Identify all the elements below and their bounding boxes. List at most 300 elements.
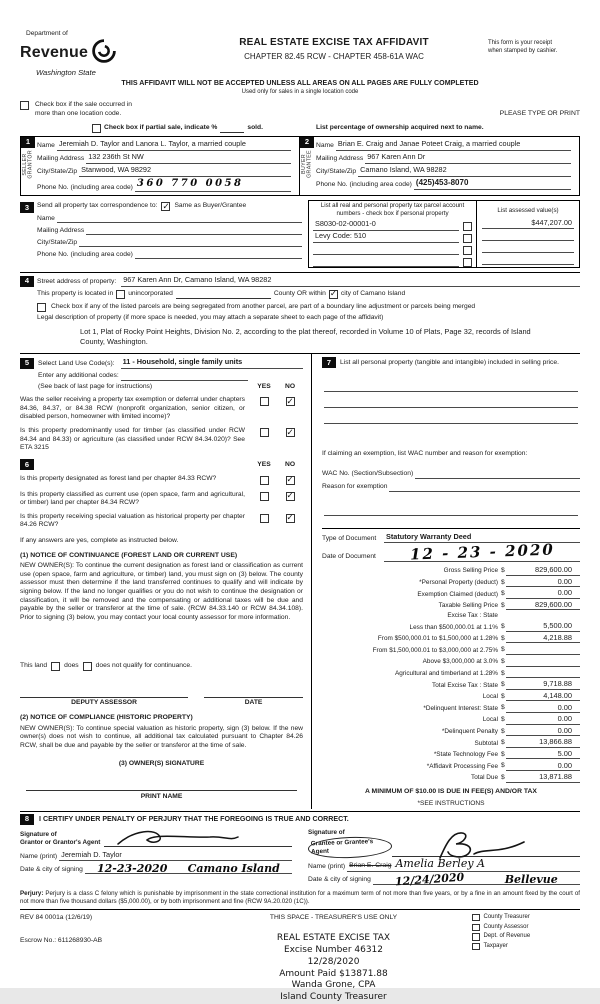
seller-phone-value: 360 770 0058	[136, 178, 244, 190]
type-of-document-value: Statutory Warranty Deed	[386, 531, 472, 541]
tax-row	[322, 620, 580, 632]
grantee-city-value: Bellevue	[504, 872, 558, 886]
personal-property-checkbox[interactable]	[463, 222, 472, 231]
yes-checkbox[interactable]	[260, 492, 269, 501]
tax-amount-field[interactable]	[506, 646, 580, 655]
dollar-sign: $	[501, 739, 505, 747]
section-4-badge: 4	[20, 276, 34, 287]
buyer-mailing-value: 967 Karen Ann Dr	[367, 152, 426, 162]
tax-row	[322, 667, 580, 679]
parcel-number-value: Levy Code: 510	[315, 231, 367, 241]
yes-header-2: YES	[257, 461, 271, 469]
same-as-buyer-checkbox[interactable]	[161, 202, 170, 211]
seller-phone-label: Phone No. (including area code)	[37, 183, 133, 191]
distribution-item	[472, 914, 580, 922]
tax-row-label: Exemption Claimed (deduct)	[417, 590, 498, 598]
land-use-field[interactable]	[121, 357, 303, 369]
tax-amount-value: 0.00	[557, 702, 572, 712]
tax-row	[322, 587, 580, 599]
tax-amount-field[interactable]	[506, 669, 580, 678]
buyer-city-field[interactable]	[358, 165, 571, 177]
corr-name-label: Name	[37, 214, 55, 222]
section-8-badge: 8	[20, 814, 34, 825]
tax-amount-value: 5,500.00	[543, 621, 572, 631]
certify-statement: I CERTIFY UNDER PENALTY OF PERJURY THAT THE FOREGOING IS TRUE AND CORRECT.	[39, 814, 349, 823]
notice1-title: (1) NOTICE OF CONTINUANCE (FOREST LAND OR CURRENT USE)	[20, 551, 238, 559]
city-checkbox[interactable]	[329, 290, 338, 299]
buyer-phone-label: Phone No. (including area code)	[316, 181, 412, 189]
grantor-date-label: Date & city of signing	[20, 865, 83, 873]
parcel-table	[308, 200, 580, 268]
does-not-label: does not qualify for continuance.	[95, 662, 192, 670]
tax-row-label: Gross Selling Price	[443, 567, 498, 575]
seller-city-field[interactable]	[79, 165, 291, 177]
assessed-value-field[interactable]	[482, 244, 574, 253]
tax-amount-value: 829,600.00	[535, 565, 572, 575]
dollar-sign: $	[501, 566, 505, 574]
question-row	[20, 427, 303, 453]
deputy-assessor-label: DEPUTY ASSESSOR	[71, 699, 137, 707]
form-warning: THIS AFFIDAVIT WILL NOT BE ACCEPTED UNLESS ALL AREAS ON ALL PAGES ARE FULLY COMPLETED	[121, 78, 479, 87]
tax-amount-field[interactable]	[506, 691, 580, 701]
tax-row	[322, 725, 580, 737]
distribution-label: County Treasurer	[483, 913, 530, 920]
multi-location-line1: Check box if the sale occurred in	[35, 101, 133, 109]
no-checkbox[interactable]	[286, 397, 295, 406]
buyer-phone-value: (425)453-8070	[415, 178, 469, 188]
distribution-label: Dept. of Revenue	[483, 933, 531, 940]
unincorporated-label: unincorporated	[128, 290, 173, 298]
grantee-signature-stroke	[400, 830, 530, 860]
tax-row-label: *Personal Property (deduct)	[419, 578, 498, 586]
form-chapter: CHAPTER 82.45 RCW - CHAPTER 458-61A WAC	[244, 51, 424, 61]
ownership-note: List percentage of ownership acquired next to name.	[316, 123, 484, 131]
corr-phone-label: Phone No. (including area code)	[37, 250, 133, 258]
treasurer-space-label: THIS SPACE - TREASURER'S USE ONLY	[269, 913, 398, 921]
buyer-city-value: Camano Island, WA 98282	[360, 165, 447, 175]
corr-phone-field[interactable]	[135, 250, 302, 259]
right-column	[312, 354, 580, 809]
seller-city-label: City/State/Zip	[37, 168, 78, 176]
tax-row	[322, 643, 580, 655]
tax-row	[322, 564, 580, 576]
distribution-item	[472, 933, 580, 941]
question-row	[20, 475, 303, 486]
parcel-number-field[interactable]	[313, 219, 459, 231]
tax-amount-value: 829,600.00	[535, 599, 572, 609]
question-row	[20, 491, 303, 508]
distribution-checkbox[interactable]	[472, 924, 480, 932]
tax-row	[322, 655, 580, 667]
rev-number: REV 84 0001a (12/6/19)	[20, 913, 93, 921]
grantor-name-label: Name (print)	[20, 852, 58, 860]
tax-row-label: Less than $500,000.01 at 1.1%	[409, 623, 498, 631]
tax-amount-field[interactable]	[506, 749, 580, 759]
logo-dept-text: Department of	[26, 30, 68, 37]
deputy-date-label: DATE	[244, 699, 263, 707]
buyer-name-field[interactable]	[336, 139, 571, 151]
tax-row	[322, 576, 580, 588]
additional-codes-field[interactable]	[121, 372, 248, 381]
form-header	[20, 30, 580, 78]
dor-logo	[20, 30, 180, 78]
grantor-sig-label-2: Grantor or Grantor's Agent	[20, 838, 101, 846]
exemption-note: If claiming an exemption, list WAC number and reason for exemption:	[322, 450, 528, 458]
corr-mailing-field[interactable]	[86, 226, 302, 235]
tax-computation-block	[322, 528, 580, 809]
perjury-note	[20, 890, 580, 910]
type-or-print-note: PLEASE TYPE OR PRINT	[499, 109, 580, 117]
yes-cell	[251, 491, 277, 508]
tax-row	[322, 632, 580, 644]
multi-location-line2: more than one location code.	[35, 110, 122, 118]
dollar-sign: $	[501, 716, 505, 724]
personal-property-checkbox[interactable]	[463, 246, 472, 255]
multi-location-checkbox[interactable]	[20, 101, 29, 110]
tax-amount-field[interactable]	[506, 737, 580, 747]
stamp-line: Excise Number 46312	[283, 945, 384, 956]
distribution-list	[472, 914, 580, 1004]
parcel-row	[313, 219, 472, 231]
buyer-mailing-field[interactable]	[365, 152, 571, 164]
no-header: NO	[284, 382, 296, 390]
unincorporated-checkbox[interactable]	[116, 290, 125, 299]
tax-amount-field[interactable]	[506, 588, 580, 598]
tax-amount-field[interactable]	[506, 772, 580, 782]
distribution-checkbox[interactable]	[472, 933, 480, 941]
question-text: Is this property predominantly used for timber (as classified under RCW 84.34 and 84.33) or agriculture (as classified under RCW 84.34.020)? See ETA 3215	[20, 427, 245, 452]
tax-amount-field[interactable]	[506, 703, 580, 713]
assessed-value: $447,207.00	[531, 218, 572, 228]
notice2-title: (2) NOTICE OF COMPLIANCE (HISTORIC PROPERTY)	[20, 713, 193, 721]
tax-amount-field[interactable]	[506, 621, 580, 631]
wac-field[interactable]	[415, 470, 580, 479]
left-column	[20, 354, 312, 809]
tax-amount-field[interactable]	[506, 577, 580, 587]
no-checkbox[interactable]	[286, 492, 295, 501]
owner-signature-label: (3) OWNER(S) SIGNATURE	[118, 760, 205, 768]
seller-phone-field[interactable]	[135, 178, 291, 192]
notice1-body: NEW OWNER(S): To continue the current designation as forest land or classification as current use (open space, farm and agriculture, or timber) land, you must sign on (3) below. The county assessor must then determine if the land transferred continues to qualify and will indicate by signing below. If the land no longer qualifies or you do not wish to continue the designation or classification, it will be removed and the compensating or additional taxes will be due and payable by the seller or transferor at the time of sale. (RCW 84.33.140 or RCW 84.34.108). Prior to signing (3) below, you may contact your local county assessor for more information.	[20, 562, 303, 621]
treasurer-stamp	[195, 933, 472, 1003]
yes-checkbox[interactable]	[260, 428, 269, 437]
dor-swirl-icon	[91, 38, 117, 68]
seller-mailing-field[interactable]	[86, 152, 291, 164]
qualify-pre-label: This land	[20, 662, 48, 670]
does-not-qualify-checkbox[interactable]	[83, 662, 92, 671]
no-cell	[277, 513, 303, 530]
wac-label: WAC No. (Section/Subsection)	[322, 470, 414, 478]
grantee-sig-label-2: Grantee or Grantee's Agent	[308, 835, 393, 859]
stamp-line: Island County Treasurer	[280, 991, 387, 1002]
date-of-document-label: Date of Document	[322, 553, 376, 561]
assessed-value-field[interactable]	[482, 232, 574, 241]
dollar-sign: $	[501, 623, 505, 631]
date-of-document-value: 12 - 23 - 2020	[409, 540, 555, 564]
parcel-row	[313, 243, 472, 255]
no-cell	[277, 475, 303, 486]
tax-row	[322, 759, 580, 771]
question-row	[20, 396, 303, 422]
personal-property-line-2[interactable]	[324, 392, 578, 408]
no-checkbox[interactable]	[286, 476, 295, 485]
form-title: REAL ESTATE EXCISE TAX AFFIDAVIT	[239, 37, 429, 48]
stamp-line: 12/28/2020	[307, 956, 360, 967]
tax-row-label: *Delinquent Penalty	[441, 728, 498, 736]
seller-side-label	[23, 150, 34, 179]
distribution-label: Taxpayer	[483, 942, 508, 949]
grantor-signature-stroke	[112, 829, 242, 849]
dollar-sign: $	[501, 750, 505, 758]
question-text: Was the seller receiving a property tax exemption or deferral under chapters 84.36, 84.37, or 84.38 RCW (nonprofit organization, senior citizen, or disabled person, homeowner with limited income)?	[20, 396, 246, 421]
grantor-signature-label	[20, 831, 104, 847]
personal-property-line-1[interactable]	[324, 376, 578, 392]
tax-row-label: From $1,500,000.01 to $3,000,000 at 2.75%	[372, 646, 498, 654]
parties-section	[20, 136, 580, 197]
reason-line-2[interactable]	[324, 500, 578, 516]
seller-name-value: Jeremiah D. Taylor and Lanora L. Taylor, a married couple	[58, 139, 246, 149]
perjury-body: Perjury is a class C felony which is punishable by imprisonment in the state correctional institution for a maximum term of not more than five years, or by a fine in an amount fixed by the court of not more than five thousand dollars ($5,000.00), or by both imprisonment and fine (RCW 9A.20.020 (1C)).	[20, 889, 580, 905]
tax-row-label: Excise Tax : State	[447, 612, 498, 620]
same-as-buyer-label: Same as Buyer/Grantee	[174, 202, 247, 210]
date-of-document-field[interactable]	[384, 540, 580, 564]
grantor-city-value: Camano Island	[187, 862, 280, 876]
correspondence-label: Send all property tax correspondence to:	[37, 202, 158, 210]
question-row	[20, 513, 303, 530]
stamp-line: Wanda Grone, CPA	[291, 980, 376, 991]
seller-mailing-value: 132 236th St NW	[88, 152, 144, 162]
corr-city-field[interactable]	[79, 238, 302, 247]
tax-amount-field[interactable]	[506, 761, 580, 771]
dollar-sign: $	[501, 762, 505, 770]
question-text: Is this property designated as forest land per chapter 84.33 RCW?	[20, 474, 217, 482]
street-address-field[interactable]	[121, 275, 580, 287]
parcel-table-header: List all real and personal property tax parcel account numbers - check box if personal property	[320, 202, 465, 217]
assessed-value-row	[482, 229, 574, 241]
minimum-fee-note: A MINIMUM OF $10.00 IS DUE IN FEE(S) AND/OR TAX	[365, 787, 537, 795]
tax-row	[322, 610, 580, 620]
distribution-label: County Assessor	[483, 923, 529, 930]
tax-amount-value: 0.00	[557, 725, 572, 735]
dollar-sign: $	[501, 578, 505, 586]
legal-description-label: Legal description of property (if more space is needed, you may attach a separate sheet to each page of the affidavit)	[37, 313, 384, 321]
stamp-line: REAL ESTATE EXCISE TAX	[276, 933, 391, 944]
no-cell	[277, 427, 303, 453]
see-back-note: (See back of last page for instructions)	[38, 382, 153, 390]
parcel-number-field[interactable]	[313, 231, 459, 243]
parcel-row	[313, 231, 472, 243]
escrow-number: Escrow No.: 611268930-AB	[20, 937, 103, 945]
street-address-value: 967 Karen Ann Dr, Camano Island, WA 98282	[123, 275, 272, 285]
section-1-badge: 1	[21, 137, 35, 148]
grantor-name-value: Jeremiah D. Taylor	[61, 849, 122, 859]
segregated-note: Check box if any of the listed parcels are being segregated from another parcel, are part of a boundary line adjustment or parcels being merged	[51, 302, 476, 310]
seller-name-field[interactable]	[57, 139, 291, 151]
grantee-date-label: Date & city of signing	[308, 876, 371, 884]
assessed-value-header: List assessed value(s)	[497, 207, 559, 215]
receipt-note-line1: This form is your receipt	[488, 40, 553, 46]
tax-amount-field[interactable]	[506, 679, 580, 689]
tax-row	[322, 690, 580, 702]
grantor-date-field[interactable]	[85, 862, 292, 876]
corr-mailing-label: Mailing Address	[37, 226, 85, 234]
deputy-assessor-signature-field[interactable]	[20, 687, 188, 698]
seller-name-label: Name	[37, 142, 55, 150]
distribution-checkbox[interactable]	[472, 943, 480, 951]
partial-sale-sold-label: sold.	[247, 124, 263, 132]
corr-name-field[interactable]	[57, 214, 302, 223]
grantee-date-value: 12/24/2020	[394, 870, 465, 889]
tax-amount-value: 5.00	[557, 748, 572, 758]
grantor-signature-field[interactable]	[104, 829, 292, 847]
tax-amount-value: 9,718.88	[543, 679, 572, 689]
yes-cell	[251, 427, 277, 453]
tax-row-label: Above $3,000,000 at 3.0%	[422, 658, 498, 666]
buyer-phone-field[interactable]	[414, 178, 571, 190]
signature-section	[20, 811, 580, 910]
buyer-side-label	[302, 150, 313, 178]
does-label: does	[64, 662, 79, 670]
personal-property-line-3[interactable]	[324, 408, 578, 424]
form-footer	[20, 914, 580, 1004]
grantee-signature-field[interactable]	[392, 839, 580, 857]
tax-row-label: Local	[482, 716, 498, 724]
perjury-label: Perjury:	[20, 889, 44, 897]
tax-row-label: *Affidavit Processing Fee	[426, 762, 498, 770]
no-checkbox[interactable]	[286, 428, 295, 437]
tax-amount-field[interactable]	[506, 600, 580, 610]
legal-description-value: Lot 1, Plat of Rocky Point Heights, Division No. 2, according to the plat thereof, recorded in Volume 10 of Plats, Page 32, records of Island County, Washington.	[80, 327, 531, 347]
tax-row-label: Local	[482, 693, 498, 701]
seller-side-top: SELLER	[21, 152, 28, 176]
receipt-note-line2: when stamped by cashier.	[488, 48, 558, 55]
if-yes-note: If any answers are yes, complete as instructed below.	[20, 536, 179, 544]
personal-property-checkbox[interactable]	[463, 234, 472, 243]
seller-section	[21, 137, 300, 196]
partial-sale-percent-field[interactable]	[220, 125, 244, 133]
dollar-sign: $	[501, 669, 505, 677]
personal-property-checkbox[interactable]	[463, 258, 472, 267]
yes-checkbox[interactable]	[260, 476, 269, 485]
yes-header: YES	[257, 382, 271, 390]
section-6-badge: 6	[20, 459, 34, 470]
yes-checkbox[interactable]	[260, 397, 269, 406]
reason-field[interactable]	[389, 483, 580, 492]
buyer-city-label: City/State/Zip	[316, 168, 357, 176]
owner-signature-field[interactable]	[26, 777, 297, 791]
correspondence-section	[20, 200, 580, 268]
dollar-sign: $	[501, 590, 505, 598]
tax-amount-value: 13,871.88	[539, 772, 572, 782]
additional-codes-label: Enter any additional codes:	[38, 372, 119, 380]
does-qualify-checkbox[interactable]	[51, 662, 60, 671]
buyer-mailing-label: Mailing Address	[316, 155, 364, 163]
yes-checkbox[interactable]	[260, 514, 269, 523]
partial-sale-checkbox[interactable]	[92, 124, 101, 133]
notice2-body: NEW OWNER(S): To continue special valuation as historic property, sign (3) below. If the new owner(s) does not wish to continue, all additional tax calculated pursuant to Chapter 84.26 RCW, shall be due and payable by the seller or transferor at the time of sale.	[20, 724, 303, 749]
dollar-sign: $	[501, 681, 505, 689]
tax-amount-field[interactable]	[506, 633, 580, 643]
tax-amount-field[interactable]	[506, 714, 580, 724]
receipt-note	[488, 30, 580, 55]
question-text: Is this property classified as current use (open space, farm and agricultural, or timber) land per chapter 84.34 RCW?	[20, 490, 245, 507]
buyer-section	[300, 137, 579, 196]
grantor-name-field[interactable]	[59, 850, 292, 862]
tax-row-label: Taxable Selling Price	[438, 602, 498, 610]
distribution-item	[472, 943, 580, 951]
tax-amount-field[interactable]	[506, 726, 580, 736]
grantee-name-printed: Brian E. Craig	[349, 862, 392, 870]
yes-cell	[251, 513, 277, 530]
tax-row	[322, 736, 580, 748]
tax-row-label: Subtotal	[474, 739, 498, 747]
assessed-value-row	[482, 253, 574, 265]
grantee-date-field[interactable]	[373, 870, 580, 889]
county-field[interactable]	[176, 290, 271, 299]
type-of-document-label: Type of Document	[322, 534, 377, 542]
parcel-number-field[interactable]	[313, 246, 459, 255]
tax-row-label: Agricultural and timberland at 1.28%	[394, 670, 498, 678]
parcel-number-field[interactable]	[313, 258, 459, 267]
print-name-label: PRINT NAME	[140, 792, 183, 800]
seller-city-value: Stanwood, WA 98292	[81, 165, 152, 175]
tax-row-label: *Delinquent Interest: State	[423, 704, 498, 712]
tax-amount-value: 13,866.88	[539, 737, 572, 747]
partial-sale-label: Check box if partial sale, indicate %	[104, 124, 218, 132]
grantor-sig-label-1: Signature of	[20, 831, 57, 838]
assessed-value-row	[482, 217, 574, 229]
question-text: Is this property receiving special valuation as historical property per chapter 84.26 RCW?	[20, 512, 245, 529]
tax-amount-value: 4,148.00	[543, 690, 572, 700]
buyer-name-label: Name	[316, 142, 334, 150]
buyer-side-bottom: GRANTEE	[306, 149, 312, 178]
yes-cell	[251, 396, 277, 422]
grantee-signature-block	[308, 826, 580, 889]
assessed-value-row	[482, 241, 574, 253]
tax-amount-field[interactable]	[506, 658, 580, 667]
distribution-checkbox[interactable]	[472, 914, 480, 922]
tax-row-label: *State Technology Fee	[433, 751, 498, 759]
dollar-sign: $	[501, 646, 505, 654]
no-checkbox[interactable]	[286, 514, 295, 523]
dollar-sign: $	[501, 601, 505, 609]
grantee-sig-label-1: Signature of	[308, 828, 345, 836]
located-pre-label: This property is located in	[37, 290, 114, 298]
land-use-label: Select Land Use Code(s):	[38, 360, 115, 368]
grantor-signature-block	[20, 826, 292, 885]
assessed-value-field[interactable]	[482, 218, 574, 228]
section-2-badge: 2	[300, 137, 314, 148]
section-3-badge: 3	[20, 202, 34, 213]
tax-row	[322, 748, 580, 760]
assessed-value-field[interactable]	[482, 256, 574, 265]
segregated-checkbox[interactable]	[37, 303, 46, 312]
logo-state-text: Washington State	[36, 68, 96, 78]
deputy-date-field[interactable]	[204, 687, 303, 698]
single-location-note: Used only for sales in a single location code	[241, 88, 359, 95]
tax-amount-value: 4,218.88	[543, 633, 572, 642]
reason-label: Reason for exemption	[322, 483, 388, 491]
grantee-signature-label	[308, 829, 392, 858]
grantee-name-field[interactable]	[347, 857, 580, 872]
stamp-line: Amount Paid $13871.88	[279, 968, 388, 979]
dollar-sign: $	[501, 658, 505, 666]
distribution-item	[472, 924, 580, 932]
tax-row	[322, 771, 580, 783]
section-5-badge: 5	[20, 358, 34, 369]
no-cell	[277, 396, 303, 422]
tax-amount-field[interactable]	[506, 565, 580, 575]
